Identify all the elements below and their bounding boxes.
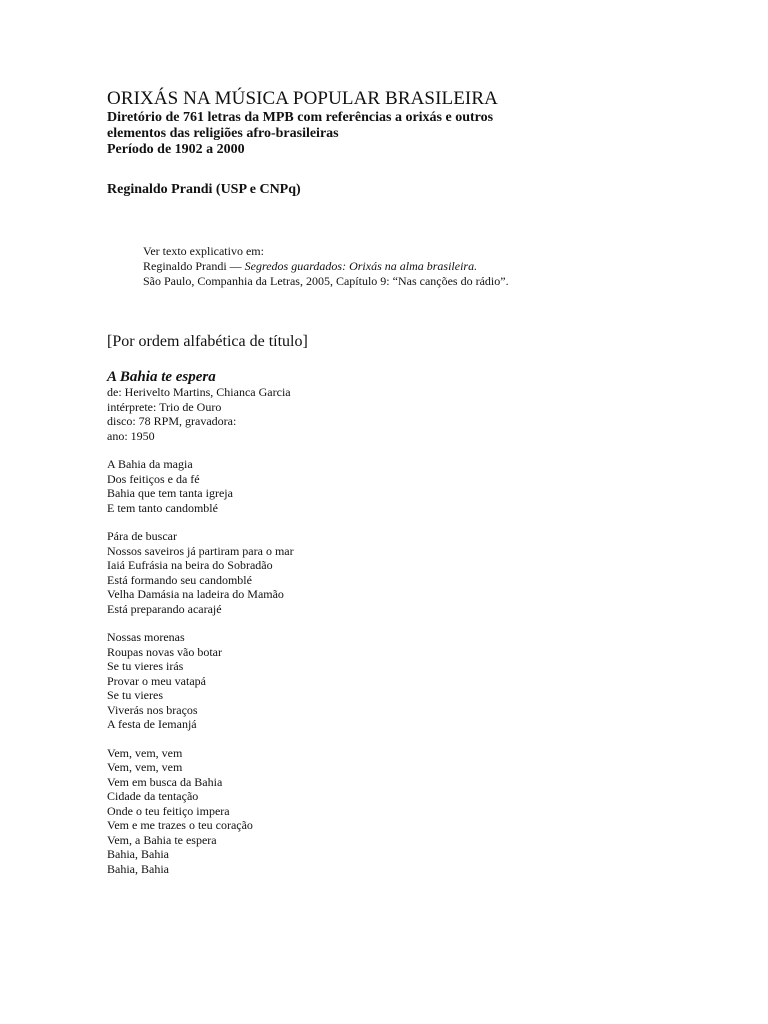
subtitle-line: Diretório de 761 letras da MPB com referências a orixás e outros: [107, 110, 494, 125]
document-author: Reginaldo Prandi (USP e CNPq): [107, 182, 301, 197]
lyric-line: Roupas novas vão botar: [107, 644, 222, 659]
lyric-line: Cidade da tentação: [107, 789, 199, 803]
lyric-line: Vem e me trazes o teu coração: [107, 818, 253, 832]
lyric-line: Vem em busca da Bahia: [107, 774, 223, 789]
lyric-line: Bahia que tem tanta igreja: [107, 486, 233, 500]
stanza: [107, 630, 727, 732]
lyric-line: Nossas morenas: [107, 630, 185, 644]
lyric-line: Vem, vem, vem: [107, 745, 183, 760]
song-lyrics: [107, 457, 727, 876]
lyric-line: A Bahia da magia: [107, 457, 193, 471]
lyric-line: Viverás nos braços: [107, 702, 198, 717]
lyric-line: Provar o meu vatapá: [107, 673, 206, 688]
stanza: [107, 529, 727, 616]
lyric-line: Dos feitiços e da fé: [107, 471, 200, 486]
lyric-line: Vem, a Bahia te espera: [107, 832, 217, 847]
song-meta: [107, 385, 727, 443]
reference-publication: São Paulo, Companhia da Letras, 2005, Capítulo 9: “Nas canções do rádio”.: [143, 274, 509, 288]
lyric-line: Pára de buscar: [107, 529, 177, 543]
reference-book-title: Segredos guardados: Orixás na alma brasileira.: [244, 259, 478, 273]
song-title: A Bahia te espera: [107, 369, 216, 385]
reference-intro: Ver texto explicativo em:: [143, 244, 264, 258]
document-subtitle: [107, 110, 727, 158]
lyric-line: Velha Damásia na ladeira do Mamão: [107, 587, 284, 601]
subtitle-line: elementos das religiões afro-brasileiras: [107, 126, 339, 141]
lyric-line: Nossos saveiros já partiram para o mar: [107, 543, 294, 558]
lyric-line: Vem, vem, vem: [107, 760, 183, 774]
lyric-line: Se tu vieres: [107, 688, 163, 702]
reference-block: [143, 244, 727, 289]
lyric-line: Se tu vieres irás: [107, 659, 184, 673]
song-performer: intérprete: Trio de Ouro: [107, 399, 222, 414]
lyric-line: Bahia, Bahia: [107, 847, 169, 861]
reference-citation: [143, 259, 727, 274]
order-note: [Por ordem alfabética de título]: [107, 333, 308, 350]
reference-author: Reginaldo Prandi —: [143, 259, 245, 273]
song-composers: de: Herivelto Martins, Chianca Garcia: [107, 385, 291, 399]
lyric-line: Onde o teu feitiço impera: [107, 803, 230, 818]
stanza: [107, 746, 727, 877]
song-year: ano: 1950: [107, 428, 155, 443]
stanza: [107, 457, 727, 515]
lyric-line: Bahia, Bahia: [107, 861, 169, 876]
lyric-line: Está preparando acarajé: [107, 601, 222, 616]
document-page: [107, 88, 727, 876]
song-record: disco: 78 RPM, gravadora:: [107, 414, 237, 428]
lyric-line: A festa de Iemanjá: [107, 717, 197, 731]
lyric-line: E tem tanto candomblé: [107, 500, 218, 515]
document-title: ORIXÁS NA MÚSICA POPULAR BRASILEIRA: [107, 88, 498, 109]
lyric-line: Está formando seu candomblé: [107, 572, 252, 587]
subtitle-line: Período de 1902 a 2000: [107, 142, 245, 157]
lyric-line: Iaiá Eufrásia na beira do Sobradão: [107, 558, 273, 572]
